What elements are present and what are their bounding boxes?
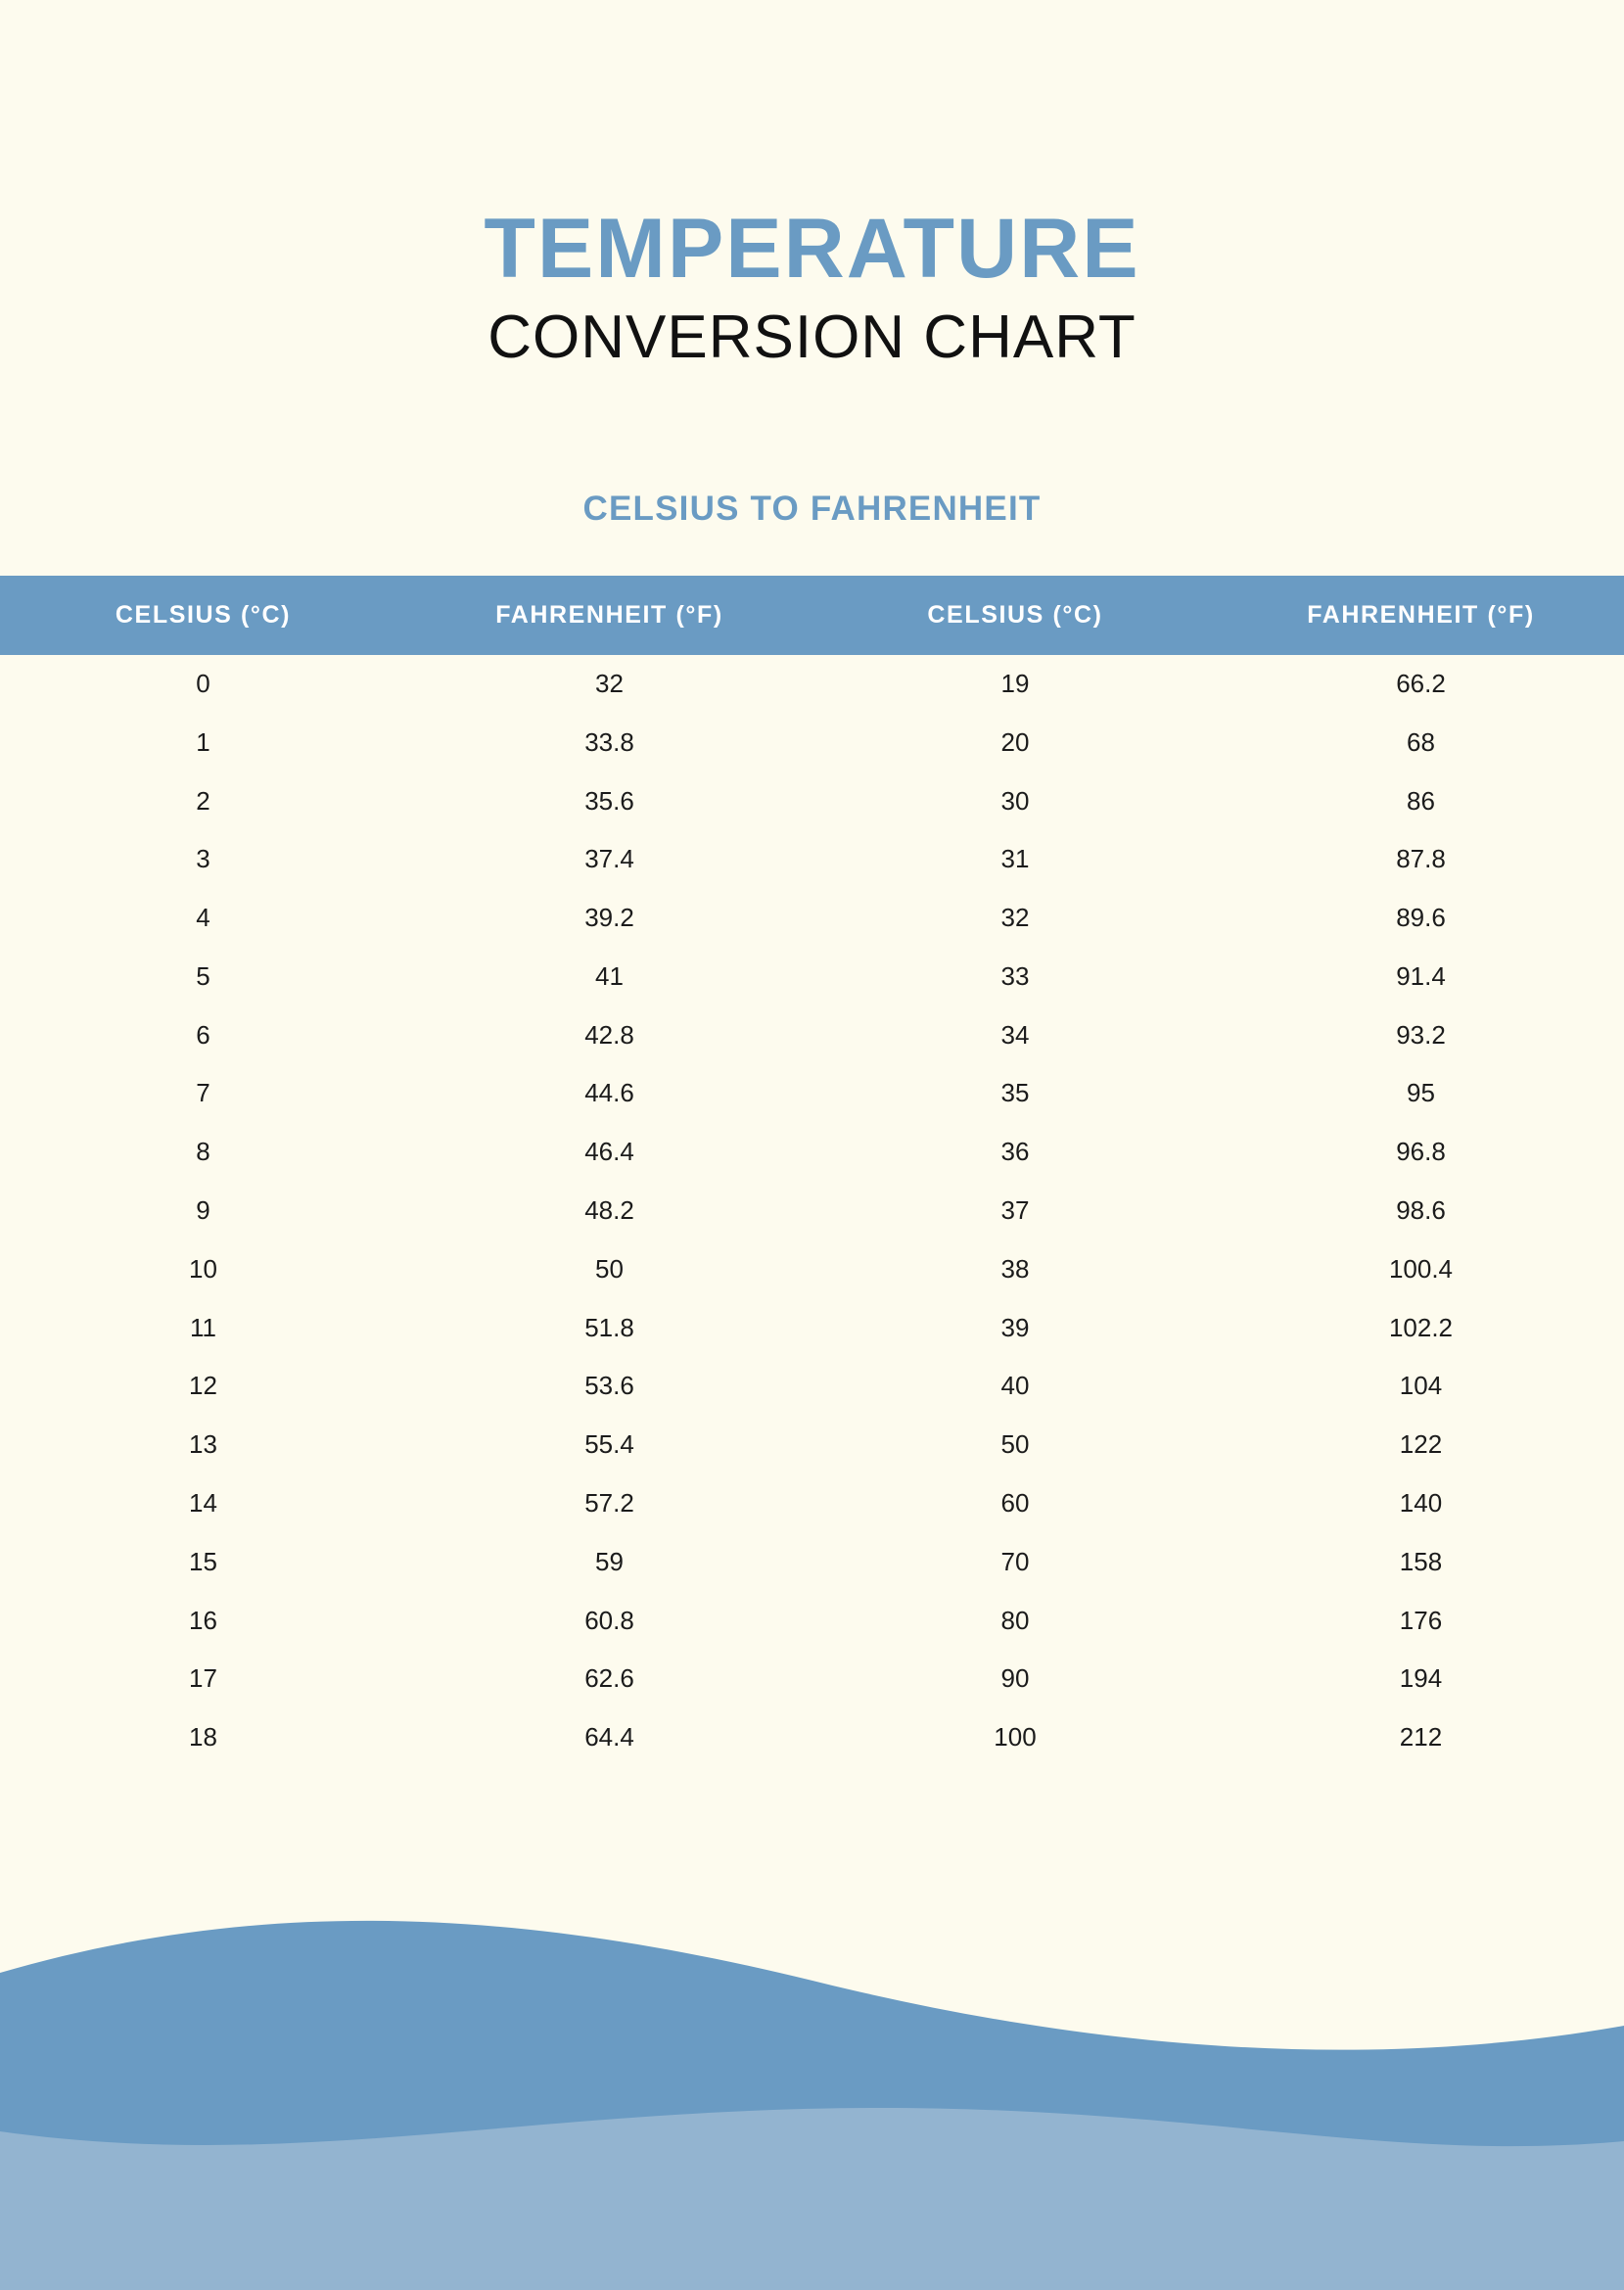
table-row <box>0 771 1624 830</box>
cell-celsius-left: 10 <box>189 1253 217 1284</box>
cell-celsius-left: 2 <box>196 785 210 816</box>
table-row <box>0 1123 1624 1182</box>
cell-celsius-left: 7 <box>196 1078 210 1108</box>
cell-celsius-right: 33 <box>1000 960 1030 991</box>
cell-fahrenheit-right: 91.4 <box>1396 960 1446 991</box>
cell-celsius-right: 80 <box>1000 1605 1030 1635</box>
cell-fahrenheit-left: 64.4 <box>584 1722 634 1753</box>
cell-celsius-left: 5 <box>196 960 210 991</box>
cell-fahrenheit-left: 62.6 <box>584 1663 634 1694</box>
title-block <box>0 0 1624 372</box>
cell-fahrenheit-left: 42.8 <box>584 1019 634 1050</box>
cell-fahrenheit-right: 98.6 <box>1396 1195 1446 1226</box>
cell-fahrenheit-left: 37.4 <box>584 844 634 874</box>
table-header-row <box>0 576 1624 655</box>
cell-fahrenheit-right: 158 <box>1399 1546 1443 1576</box>
cell-fahrenheit-left: 50 <box>595 1253 624 1284</box>
table-row <box>0 1357 1624 1416</box>
table-row <box>0 1298 1624 1357</box>
cell-fahrenheit-left: 48.2 <box>584 1195 634 1226</box>
table-row <box>0 655 1624 714</box>
cell-celsius-right: 35 <box>1000 1078 1030 1108</box>
cell-celsius-right: 90 <box>1000 1663 1030 1694</box>
table-row <box>0 889 1624 948</box>
cell-fahrenheit-right: 176 <box>1399 1605 1443 1635</box>
table-row <box>0 1708 1624 1767</box>
cell-celsius-right: 60 <box>1000 1487 1030 1518</box>
cell-celsius-right: 70 <box>1000 1546 1030 1576</box>
cell-fahrenheit-right: 66.2 <box>1396 669 1446 699</box>
cell-celsius-right: 50 <box>1000 1429 1030 1460</box>
cell-celsius-right: 37 <box>1000 1195 1030 1226</box>
cell-celsius-left: 12 <box>189 1371 217 1401</box>
column-header-celsius-right: CELSIUS (°C) <box>812 576 1218 655</box>
table-row <box>0 1064 1624 1123</box>
table-row <box>0 948 1624 1006</box>
cell-celsius-left: 4 <box>196 903 210 933</box>
cell-fahrenheit-right: 194 <box>1399 1663 1443 1694</box>
cell-celsius-right: 39 <box>1000 1312 1030 1342</box>
cell-fahrenheit-right: 212 <box>1399 1722 1443 1753</box>
cell-celsius-left: 9 <box>196 1195 210 1226</box>
cell-fahrenheit-right: 93.2 <box>1396 1019 1446 1050</box>
cell-fahrenheit-left: 41 <box>595 960 624 991</box>
cell-celsius-right: 38 <box>1000 1253 1030 1284</box>
conversion-table <box>0 576 1624 1767</box>
column-header-celsius-left: CELSIUS (°C) <box>0 576 406 655</box>
column-header-fahrenheit-left: FAHRENHEIT (°F) <box>406 576 812 655</box>
cell-fahrenheit-left: 53.6 <box>584 1371 634 1401</box>
cell-celsius-left: 16 <box>189 1605 217 1635</box>
table-header <box>0 576 1624 655</box>
cell-celsius-right: 19 <box>1000 669 1030 699</box>
table-row <box>0 830 1624 889</box>
cell-celsius-left: 18 <box>189 1722 217 1753</box>
page-subtitle: CONVERSION CHART <box>487 304 1137 372</box>
cell-celsius-left: 14 <box>189 1487 217 1518</box>
cell-celsius-left: 13 <box>189 1429 217 1460</box>
table-body <box>0 655 1624 1767</box>
page-title: TEMPERATURE <box>484 202 1140 296</box>
cell-fahrenheit-right: 122 <box>1399 1429 1443 1460</box>
cell-fahrenheit-right: 87.8 <box>1396 844 1446 874</box>
cell-celsius-right: 100 <box>994 1722 1037 1753</box>
cell-celsius-right: 30 <box>1000 785 1030 816</box>
table-row <box>0 1532 1624 1591</box>
cell-fahrenheit-right: 95 <box>1407 1078 1435 1108</box>
cell-fahrenheit-left: 33.8 <box>584 726 634 757</box>
table-row <box>0 713 1624 771</box>
cell-celsius-right: 36 <box>1000 1137 1030 1167</box>
cell-celsius-left: 6 <box>196 1019 210 1050</box>
cell-celsius-left: 17 <box>189 1663 217 1694</box>
cell-celsius-right: 34 <box>1000 1019 1030 1050</box>
cell-fahrenheit-right: 68 <box>1407 726 1435 757</box>
cell-celsius-right: 40 <box>1000 1371 1030 1401</box>
table-row <box>0 1591 1624 1650</box>
cell-fahrenheit-right: 86 <box>1407 785 1435 816</box>
cell-fahrenheit-left: 57.2 <box>584 1487 634 1518</box>
cell-fahrenheit-left: 32 <box>595 669 624 699</box>
cell-fahrenheit-left: 55.4 <box>584 1429 634 1460</box>
table-row <box>0 1416 1624 1474</box>
cell-fahrenheit-right: 102.2 <box>1388 1312 1454 1342</box>
table-row <box>0 1650 1624 1708</box>
cell-celsius-left: 3 <box>196 844 210 874</box>
cell-celsius-right: 31 <box>1000 844 1030 874</box>
cell-fahrenheit-left: 44.6 <box>584 1078 634 1108</box>
cell-fahrenheit-left: 46.4 <box>584 1137 634 1167</box>
cell-celsius-right: 20 <box>1000 726 1030 757</box>
cell-fahrenheit-right: 100.4 <box>1388 1253 1454 1284</box>
cell-fahrenheit-right: 96.8 <box>1396 1137 1446 1167</box>
wave-decoration <box>0 1879 1624 2290</box>
cell-fahrenheit-left: 60.8 <box>584 1605 634 1635</box>
cell-fahrenheit-left: 51.8 <box>584 1312 634 1342</box>
table-row <box>0 1474 1624 1533</box>
cell-fahrenheit-left: 59 <box>595 1546 624 1576</box>
cell-fahrenheit-left: 39.2 <box>584 903 634 933</box>
cell-celsius-left: 11 <box>190 1312 216 1342</box>
cell-fahrenheit-right: 140 <box>1399 1487 1443 1518</box>
cell-celsius-left: 15 <box>189 1546 217 1576</box>
cell-celsius-left: 0 <box>196 669 210 699</box>
cell-celsius-left: 8 <box>196 1137 210 1167</box>
cell-celsius-left: 1 <box>196 726 210 757</box>
cell-celsius-right: 32 <box>1000 903 1030 933</box>
table-row <box>0 1239 1624 1298</box>
section-title: CELSIUS TO FAHRENHEIT <box>582 489 1042 528</box>
cell-fahrenheit-right: 104 <box>1399 1371 1443 1401</box>
column-header-fahrenheit-right: FAHRENHEIT (°F) <box>1218 576 1624 655</box>
cell-fahrenheit-right: 89.6 <box>1396 903 1446 933</box>
table-row <box>0 1182 1624 1240</box>
table-row <box>0 1005 1624 1064</box>
cell-fahrenheit-left: 35.6 <box>584 785 634 816</box>
